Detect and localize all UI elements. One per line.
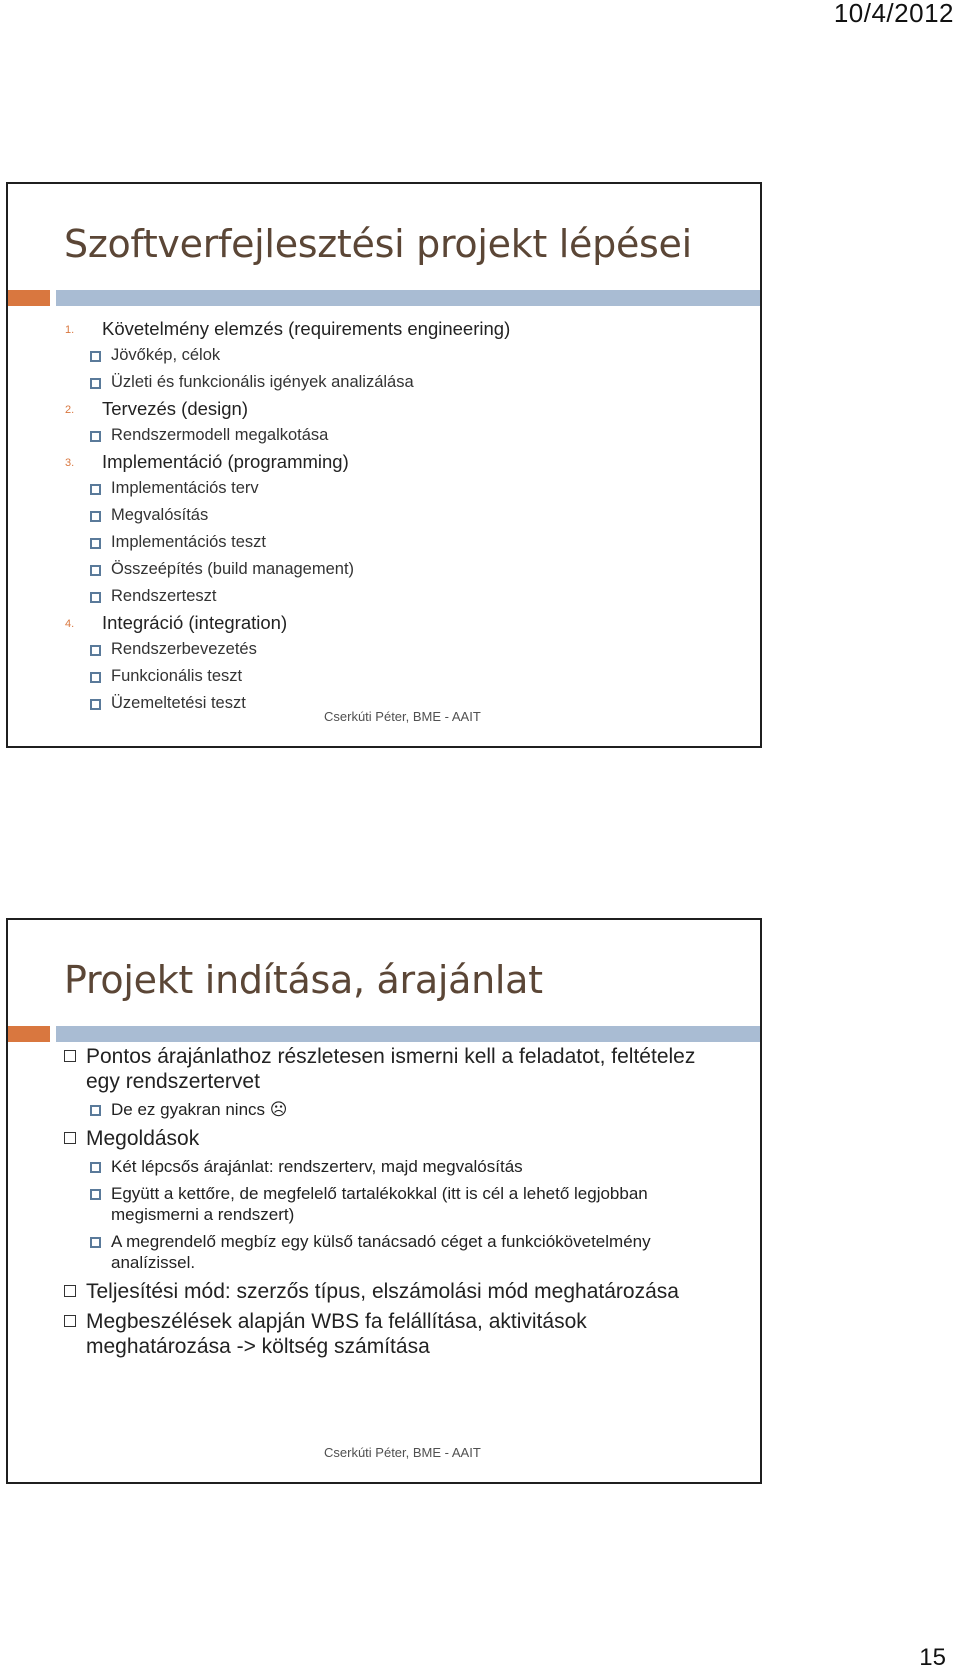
- page-number: 15: [919, 1644, 946, 1671]
- square-bullet-icon: [90, 592, 101, 603]
- numbered-step: [8, 396, 760, 422]
- slide-requirements-steps: [6, 182, 762, 748]
- step-label: Követelmény elemzés (requirements engineering): [102, 318, 511, 339]
- sub-item: [8, 556, 760, 583]
- bullet-item: [8, 1126, 760, 1151]
- sub-item-text: Üzleti és funkcionális igények analizálása: [111, 373, 414, 391]
- step-number: 1.: [65, 324, 75, 336]
- square-bullet-icon: [90, 1105, 101, 1116]
- title-accent-blue: [56, 290, 760, 306]
- sub-bullet-text: Együtt a kettőre, de megfelelő tartalékokkal (itt is cél a lehető legjobban megismerni a rendszert): [111, 1184, 648, 1224]
- bullet-text: Megoldások: [86, 1127, 200, 1150]
- step-number: 4.: [65, 618, 75, 630]
- sub-bullet-item: [8, 1156, 760, 1177]
- square-bullet-icon: [90, 1189, 101, 1200]
- square-bullet-icon: [90, 645, 101, 656]
- sub-item: [8, 583, 760, 610]
- sub-bullet-text: A megrendelő megbíz egy külső tanácsadó céget a funkciókövetelmény analízissel.: [111, 1232, 651, 1272]
- sub-item: [8, 502, 760, 529]
- open-square-bullet-icon: [64, 1132, 76, 1144]
- bullet-text: Megbeszélések alapján WBS fa felállítása, aktivitások meghatározása -> költség számítása: [86, 1310, 587, 1358]
- numbered-step: [8, 449, 760, 475]
- sub-item: [8, 475, 760, 502]
- sub-bullet-item: [8, 1231, 760, 1273]
- sub-item-text: Megvalósítás: [111, 506, 209, 524]
- square-bullet-icon: [90, 565, 101, 576]
- numbered-step: [8, 610, 760, 636]
- slide-project-start: [6, 918, 762, 1484]
- sub-bullet-text: Két lépcsős árajánlat: rendszerterv, majd megvalósítás: [111, 1157, 523, 1176]
- bullet-item: [8, 1309, 760, 1359]
- slide-title: Projekt indítása, árajánlat: [64, 958, 543, 1002]
- sub-item: [8, 369, 760, 396]
- step-number: 2.: [65, 404, 75, 416]
- open-square-bullet-icon: [64, 1285, 76, 1297]
- sub-item-text: Jövőkép, célok: [111, 346, 221, 364]
- title-accent-orange: [8, 1026, 50, 1042]
- sub-item-text: Rendszermodell megalkotása: [111, 426, 329, 444]
- square-bullet-icon: [90, 672, 101, 683]
- square-bullet-icon: [90, 378, 101, 389]
- bullet-item: [8, 1044, 760, 1094]
- square-bullet-icon: [90, 351, 101, 362]
- sub-item: [8, 529, 760, 556]
- slide-footer: Cserkúti Péter, BME - AAIT: [324, 709, 481, 724]
- sub-item-text: Összeépítés (build management): [111, 560, 355, 578]
- bullet-list: [8, 1044, 760, 1364]
- steps-list: [8, 316, 760, 717]
- sub-bullet-item: [8, 1099, 760, 1120]
- sub-bullet-item: [8, 1183, 760, 1225]
- square-bullet-icon: [90, 538, 101, 549]
- sub-bullet-text: De ez gyakran nincs ☹: [111, 1100, 288, 1119]
- open-square-bullet-icon: [64, 1050, 76, 1062]
- square-bullet-icon: [90, 1162, 101, 1173]
- sub-item-text: Implementációs terv: [111, 479, 259, 497]
- sub-item-text: Rendszerteszt: [111, 587, 217, 605]
- bullet-text: Pontos árajánlathoz részletesen ismerni kell a feladatot, feltételez egy rendszertervet: [86, 1045, 696, 1093]
- sub-item: [8, 636, 760, 663]
- bullet-item: [8, 1279, 760, 1304]
- page-date: 10/4/2012: [833, 0, 954, 28]
- sub-item: [8, 342, 760, 369]
- sub-item-text: Rendszerbevezetés: [111, 640, 257, 658]
- sub-item: [8, 422, 760, 449]
- slide-footer: Cserkúti Péter, BME - AAIT: [324, 1445, 481, 1460]
- step-label: Tervezés (design): [102, 398, 249, 419]
- sub-item-text: Üzemeltetési teszt: [111, 694, 246, 712]
- numbered-step: [8, 316, 760, 342]
- square-bullet-icon: [90, 431, 101, 442]
- sub-item-text: Implementációs teszt: [111, 533, 266, 551]
- square-bullet-icon: [90, 1237, 101, 1248]
- step-label: Implementáció (programming): [102, 451, 349, 472]
- open-square-bullet-icon: [64, 1315, 76, 1327]
- step-number: 3.: [65, 457, 75, 469]
- square-bullet-icon: [90, 511, 101, 522]
- step-label: Integráció (integration): [102, 612, 288, 633]
- bullet-text: Teljesítési mód: szerzős típus, elszámolási mód meghatározása: [86, 1280, 679, 1303]
- sub-item: [8, 663, 760, 690]
- title-accent-blue: [56, 1026, 760, 1042]
- title-accent-orange: [8, 290, 50, 306]
- square-bullet-icon: [90, 484, 101, 495]
- slide-title: Szoftverfejlesztési projekt lépései: [64, 222, 692, 266]
- sub-item-text: Funkcionális teszt: [111, 667, 243, 685]
- square-bullet-icon: [90, 699, 101, 710]
